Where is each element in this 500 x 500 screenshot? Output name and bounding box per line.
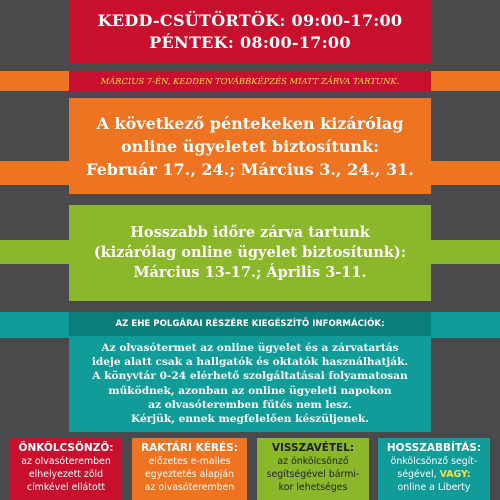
card-line: kor lehetséges <box>278 482 348 493</box>
online-dates: Február 17., 24.; Március 3., 24., 31. <box>86 159 414 179</box>
card-line <box>378 468 490 481</box>
online-line-1: A következő péntekeken kizárólag <box>96 113 404 133</box>
info-line: Kérjük, ennek megfelelően készüljenek. <box>131 413 369 426</box>
closure-notice: MÁRCIUS 7-ÉN, KEDDEN TOVÁBBKÉPZÉS MIATT ZÁRVA TARTUNK. <box>69 71 431 91</box>
storage-request-card <box>132 438 247 500</box>
card-line: egyeztetés alapján <box>144 469 235 480</box>
card-title: HOSSZABBÍTÁS: <box>386 442 482 454</box>
card-line: online a Liberty <box>397 482 471 493</box>
opening-hours-panel <box>69 0 431 64</box>
info-line: A könyvtár 0-24 elérhető szolgáltatásai folyamatosan <box>92 370 408 383</box>
card-line-part: ségével, <box>397 469 440 480</box>
return-card <box>257 438 369 500</box>
card-title: VISSZAVÉTEL: <box>271 442 355 454</box>
info-line: Az olvasótermet az online ügyelet és a zárvatartás <box>101 342 399 354</box>
card-line: az olvasóteremben <box>21 456 111 467</box>
info-body <box>69 336 431 432</box>
closed-line-2: (kizárólag online ügyelet biztosítunk): <box>93 244 407 261</box>
card-line: címkével ellátott <box>26 482 106 493</box>
online-line-2: online ügyeletet biztosítunk: <box>120 136 380 156</box>
card-line: elhelyezett zöld <box>28 469 104 480</box>
closed-period-panel <box>69 205 431 301</box>
card-title: ÖNKÖLCSÖNZŐ: <box>18 442 114 454</box>
renewal-card <box>378 438 490 500</box>
card-line: az olvasóteremben <box>144 482 235 493</box>
card-line: önkölcsönző segít- <box>390 456 478 467</box>
hours-weekdays: KEDD-CSÜTÖRTÖK: 09:00-17:00 <box>97 11 403 30</box>
card-line: előzetes e-mailes <box>148 456 231 467</box>
info-line: működnek, azonban az online ügyeleti napokon <box>108 384 392 397</box>
info-header: AZ EHE POLGÁRAI RÉSZÉRE KIEGÉSZÍTŐ INFORMÁCIÓK: <box>69 312 431 336</box>
closed-dates: Március 13-17.; Április 3-11. <box>133 264 367 281</box>
info-line: az olvasóteremben fűtés nem lesz. <box>148 398 352 411</box>
info-line: ideje alatt csak a hallgatók és oktatók használhatják. <box>91 356 409 369</box>
online-service-panel <box>69 98 431 194</box>
card-line: az önkölcsönző <box>277 456 349 467</box>
closed-line-1: Hosszabb időre zárva tartunk <box>130 224 370 241</box>
card-line: segítségével bármi- <box>266 469 360 480</box>
hours-friday: PÉNTEK: 08:00-17:00 <box>149 33 351 52</box>
self-checkout-card <box>10 438 122 500</box>
or-label: VAGY: <box>439 469 471 480</box>
card-title: RAKTÁRI KÉRÉS: <box>141 442 238 454</box>
